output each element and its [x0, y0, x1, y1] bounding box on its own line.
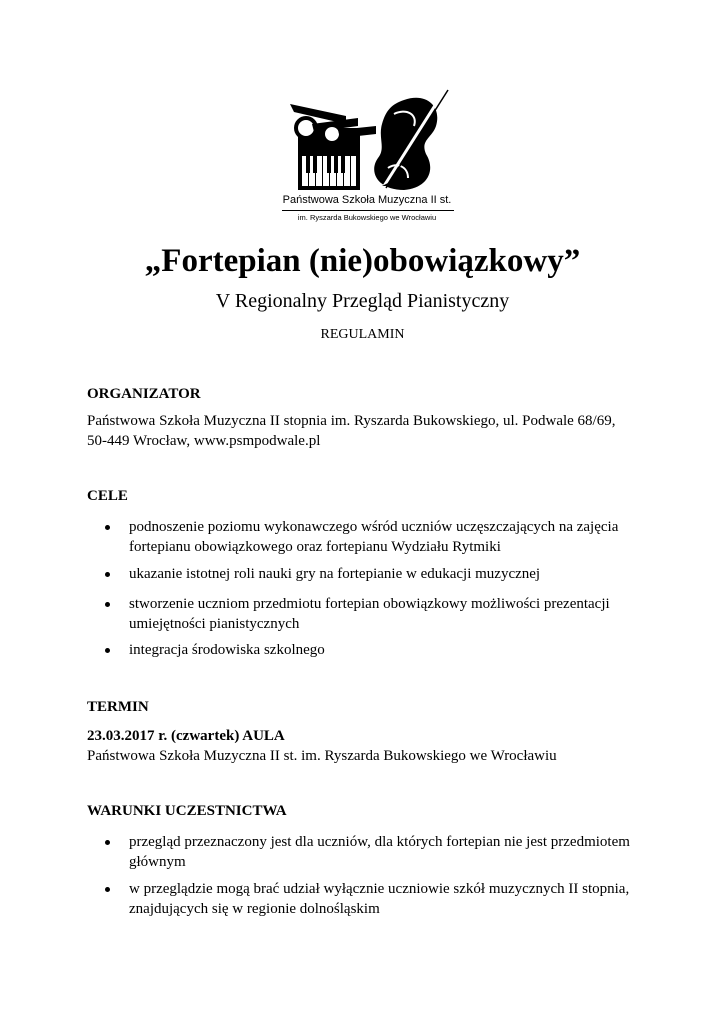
- list-item-line: znajdujących się w regionie dolnośląskim: [129, 901, 380, 917]
- document-subtitle: V Regionalny Przegląd Pianistyczny: [215, 290, 510, 312]
- list-item-line: fortepianu obowiązkowego oraz fortepianu Wydziału Rytmiki: [129, 539, 501, 555]
- bullet-icon: [105, 525, 110, 530]
- instruments-logo-icon: [286, 86, 451, 194]
- list-item-line: integracja środowiska szkolnego: [129, 642, 325, 658]
- list-item-line: ukazanie istotnej roli nauki gry na fortepianie w edukacji muzycznej: [129, 566, 541, 582]
- section-heading-conditions: WARUNKI UCZESTNICTWA: [87, 803, 287, 819]
- logo-divider: [282, 210, 454, 211]
- bullet-icon: [105, 572, 110, 577]
- bullet-icon: [105, 887, 110, 892]
- bullet-icon: [105, 840, 110, 845]
- section-heading-goals: CELE: [87, 488, 128, 504]
- list-item-line: umiejętności pianistycznych: [129, 616, 300, 632]
- term-date: 23.03.2017 r. (czwartek) AULA: [87, 728, 285, 744]
- term-text: [87, 726, 647, 766]
- list-item-line: głównym: [129, 854, 186, 870]
- document-type-label: REGULAMIN: [320, 327, 405, 342]
- document-title: „Fortepian (nie)obowiązkowy”: [144, 243, 581, 279]
- logo-school-name: Państwowa Szkoła Muzyczna II st.: [282, 194, 452, 206]
- term-place: Państwowa Szkoła Muzyczna II st. im. Ryszarda Bukowskiego we Wrocławiu: [87, 748, 557, 764]
- organizer-line: Państwowa Szkoła Muzyczna II stopnia im. Ryszarda Bukowskiego, ul. Podwale 68/69,: [87, 413, 616, 429]
- section-heading-organizer: ORGANIZATOR: [87, 386, 201, 402]
- school-logo: [272, 86, 462, 226]
- list-item-line: podnoszenie poziomu wykonawczego wśród uczniów uczęszczających na zajęcia: [129, 519, 619, 535]
- bullet-icon: [105, 602, 110, 607]
- section-heading-term: TERMIN: [87, 699, 149, 715]
- organizer-line: 50-449 Wrocław, www.psmpodwale.pl: [87, 433, 321, 449]
- list-item-line: w przeglądzie mogą brać udział wyłącznie uczniowie szkół muzycznych II stopnia,: [129, 881, 630, 897]
- list-item-line: stworzenie uczniom przedmiotu fortepian obowiązkowy możliwości prezentacji: [129, 596, 610, 612]
- bullet-icon: [105, 648, 110, 653]
- organizer-text: [87, 411, 647, 451]
- logo-school-patron: im. Ryszarda Bukowskiego we Wrocławiu: [297, 213, 437, 222]
- list-item-line: przegląd przeznaczony jest dla uczniów, dla których fortepian nie jest przedmiotem: [129, 834, 630, 850]
